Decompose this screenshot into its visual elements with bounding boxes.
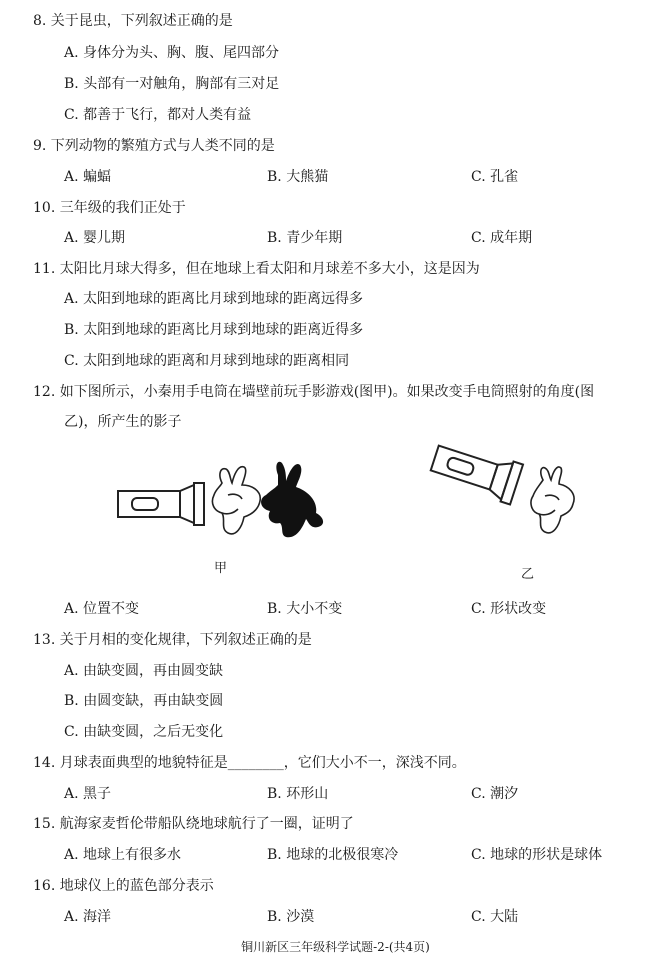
hand-icon xyxy=(212,467,260,534)
question-11-stem: 11. 太阳比月球大得多，但在地球上看太阳和月球差不多大小，这是因为 xyxy=(33,261,480,277)
question-10-option-b: B. 青少年期 xyxy=(267,230,343,246)
question-9-stem: 9. 下列动物的繁殖方式与人类不同的是 xyxy=(33,138,275,154)
rabbit-shadow-icon xyxy=(261,462,323,538)
question-12-stem: 12. 如下图所示，小秦用手电筒在墙壁前玩手影游戏(图甲)。如果改变手电筒照射的角度(图 xyxy=(33,384,595,400)
flashlight-icon xyxy=(118,483,204,525)
hand-icon xyxy=(531,467,574,533)
question-8-option-c: C. 都善于飞行，都对人类有益 xyxy=(64,107,252,123)
question-8-option-a: A. 身体分为头、胸、腹、尾四部分 xyxy=(64,45,280,61)
question-15-option-c: C. 地球的形状是球体 xyxy=(471,847,603,863)
question-10-stem: 10. 三年级的我们正处于 xyxy=(33,200,186,216)
question-13-option-c: C. 由缺变圆，之后无变化 xyxy=(64,724,224,740)
question-8-option-b: B. 头部有一对触角，胸部有三对足 xyxy=(64,76,280,92)
question-11-option-a: A. 太阳到地球的距离比月球到地球的距离远得多 xyxy=(64,291,364,307)
question-11-option-c: C. 太阳到地球的距离和月球到地球的距离相同 xyxy=(64,353,350,369)
figure-jia-label: 甲 xyxy=(214,561,228,576)
question-16-option-b: B. 沙漠 xyxy=(267,909,315,925)
question-14-option-b: B. 环形山 xyxy=(267,786,329,802)
question-12-stem-continued: 乙)，所产生的影子 xyxy=(64,414,182,430)
question-12-option-a: A. 位置不变 xyxy=(64,601,140,617)
question-13-option-b: B. 由圆变缺，再由缺变圆 xyxy=(64,693,224,709)
question-12-option-c: C. 形状改变 xyxy=(471,601,547,617)
figure-jia-illustration xyxy=(110,455,340,550)
question-16-option-a: A. 海洋 xyxy=(64,909,112,925)
page-footer: 铜川新区三年级科学试题-2-(共4页) xyxy=(241,940,430,954)
question-13-stem: 13. 关于月相的变化规律，下列叙述正确的是 xyxy=(33,632,312,648)
question-12-option-b: B. 大小不变 xyxy=(267,601,343,617)
question-14-option-a: A. 黑子 xyxy=(64,786,112,802)
question-10-option-a: A. 婴儿期 xyxy=(64,230,126,246)
question-8-stem: 8. 关于昆虫，下列叙述正确的是 xyxy=(33,13,233,29)
question-9-option-a: A. 蝙蝠 xyxy=(64,169,112,185)
figure-yi-label: 乙 xyxy=(521,567,535,582)
question-14-option-c: C. 潮汐 xyxy=(471,786,519,802)
question-9-option-c: C. 孔雀 xyxy=(471,169,519,185)
figure-yi-illustration xyxy=(425,440,605,560)
flashlight-icon xyxy=(428,440,523,505)
question-15-option-a: A. 地球上有很多水 xyxy=(64,847,182,863)
question-16-stem: 16. 地球仪上的蓝色部分表示 xyxy=(33,878,214,894)
question-15-option-b: B. 地球的北极很寒冷 xyxy=(267,847,399,863)
question-13-option-a: A. 由缺变圆，再由圆变缺 xyxy=(64,663,224,679)
question-16-option-c: C. 大陆 xyxy=(471,909,519,925)
question-14-stem: 14. 月球表面典型的地貌特征是________，它们大小不一，深浅不同。 xyxy=(33,755,466,771)
question-10-option-c: C. 成年期 xyxy=(471,230,533,246)
question-11-option-b: B. 太阳到地球的距离比月球到地球的距离近得多 xyxy=(64,322,364,338)
question-9-option-b: B. 大熊猫 xyxy=(267,169,329,185)
question-15-stem: 15. 航海家麦哲伦带船队绕地球航行了一圈，证明了 xyxy=(33,816,354,832)
